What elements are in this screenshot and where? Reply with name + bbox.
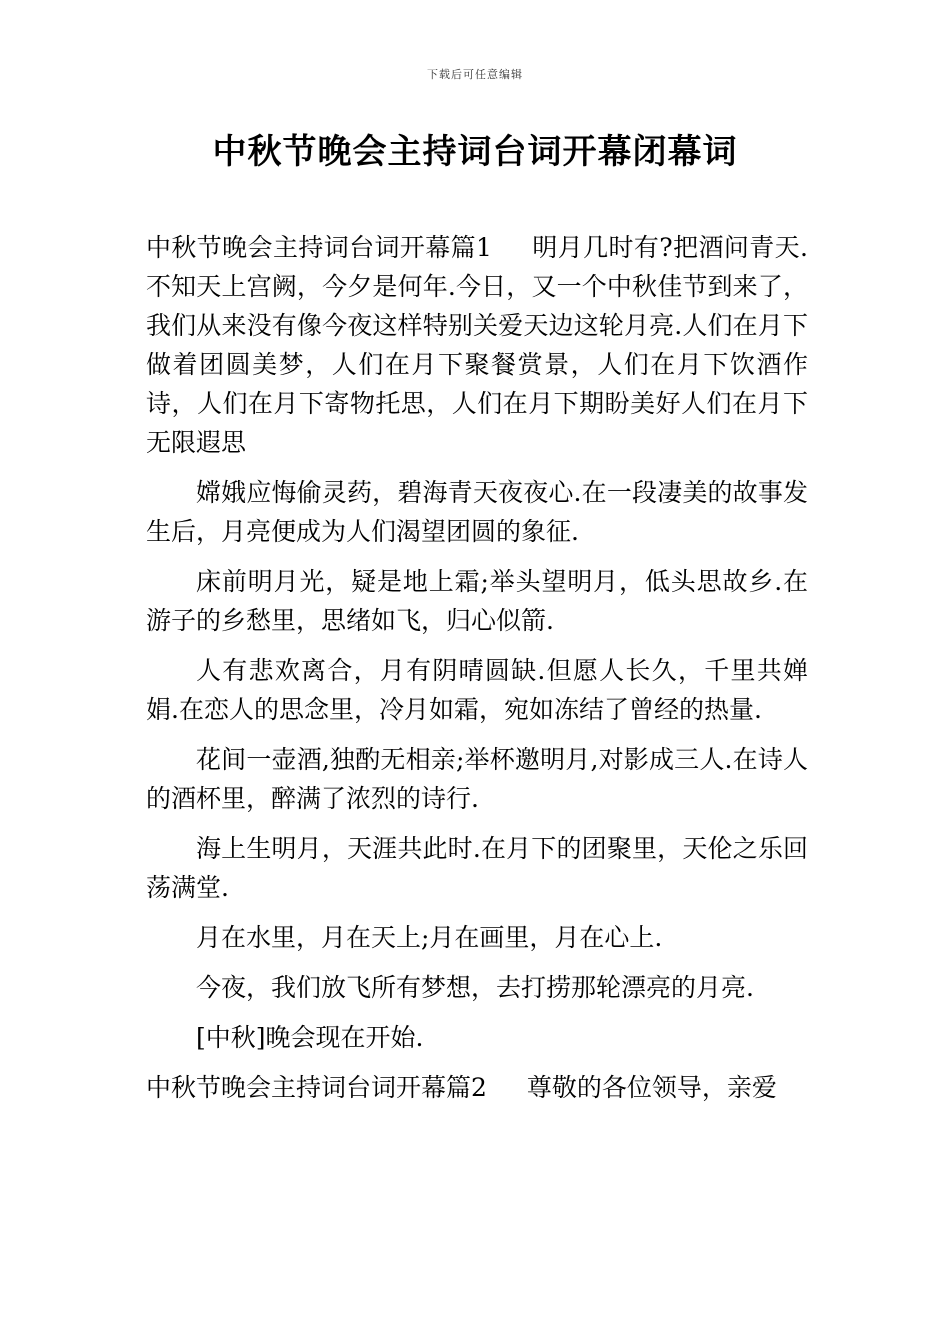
section1-heading: 中秋节晚会主持词台词开幕篇1 [146, 233, 492, 262]
section1-paragraph [146, 228, 808, 462]
document-body [146, 228, 808, 1118]
section2-paragraph [146, 1068, 808, 1107]
document-title: 中秋节晚会主持词台词开幕闭幕词 [212, 132, 738, 172]
body-paragraph: 月在水里，月在天上;月在画里，月在心上. [196, 923, 663, 952]
section2-first-text: 尊敬的各位领导，亲爱 [526, 1073, 777, 1102]
body-paragraph: 人有悲欢离合，月有阴晴圆缺.但愿人长久，千里共婵娟.在恋人的思念里，冷月如霜，宛如冻结了曾经的热量. [146, 656, 808, 724]
body-paragraph: 海上生明月，天涯共此时.在月下的团聚里，天伦之乐回荡满堂. [146, 834, 808, 902]
body-paragraph: 嫦娥应悔偷灵药，碧海青天夜夜心.在一段凄美的故事发生后，月亮便成为人们渴望团圆的象征. [146, 478, 808, 546]
header-note: 下载后可任意编辑 [427, 68, 523, 81]
body-paragraph: 床前明月光，疑是地上霜;举头望明月，低头思故乡.在游子的乡愁里，思绪如飞，归心似箭. [146, 567, 808, 635]
section2-heading: 中秋节晚会主持词台词开幕篇2 [146, 1073, 487, 1102]
body-paragraph: [中秋]晚会现在开始. [196, 1023, 424, 1052]
body-paragraph: 今夜，我们放飞所有梦想，去打捞那轮漂亮的月亮. [196, 973, 754, 1002]
body-paragraph: 花间一壶酒,独酌无相亲;举杯邀明月,对影成三人.在诗人的酒杯里，醉满了浓烈的诗行. [146, 745, 808, 813]
section1-first-text: 明月几时有?把酒问青天.不知天上宫阙，今夕是何年.今日，又一个中秋佳节到来了，我们从来没有像今夜这样特别关爱天边这轮月亮.人们在月下做着团圆美梦，人们在月下聚餐赏景，人们在月下饮酒作诗，人们在月下寄物托思，人们在月下期盼美好人们在月下无限遐思 [146, 233, 808, 457]
